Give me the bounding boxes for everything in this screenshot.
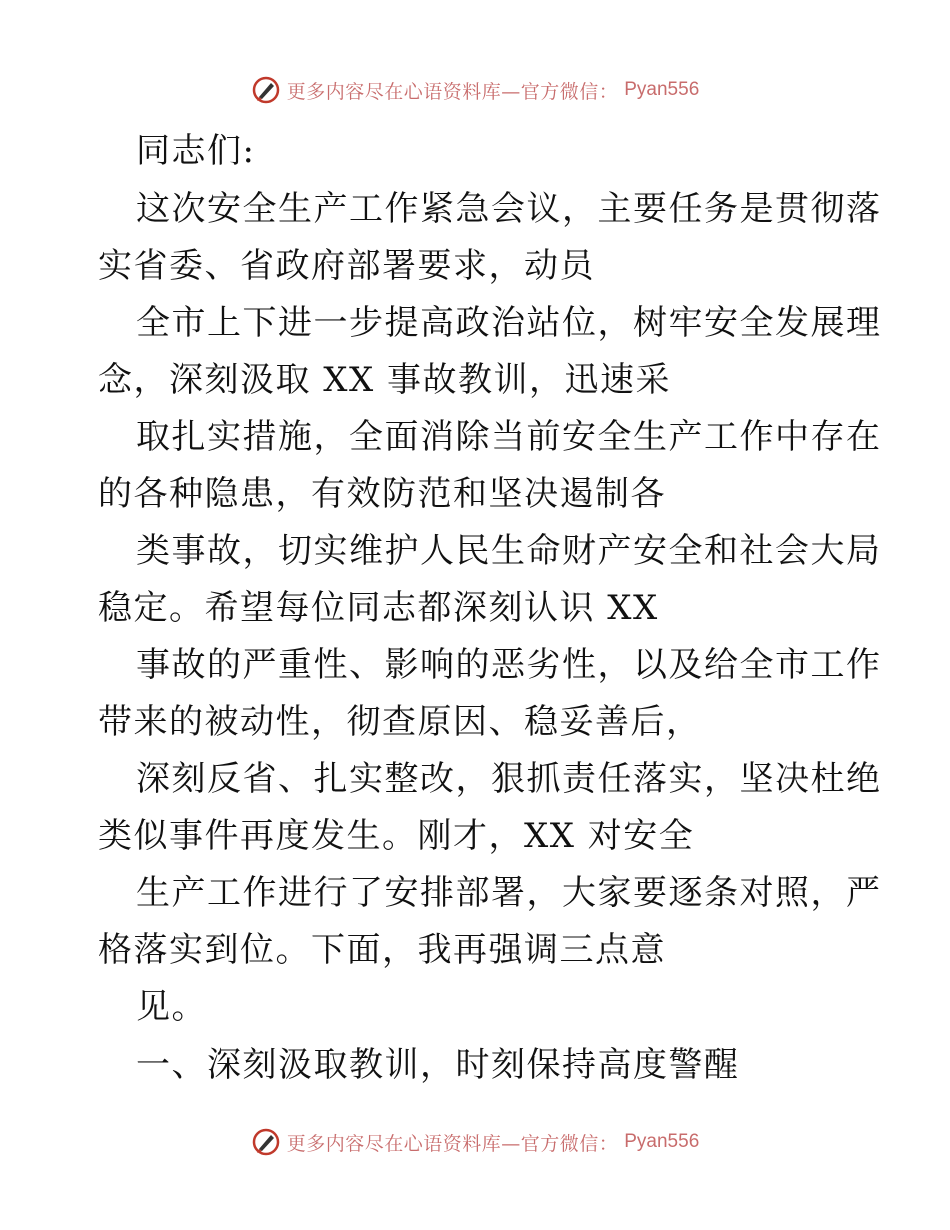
text-line: 生产工作进行了安排部署，大家要逐条对照，严 [136,873,882,913]
text-line: 这次安全生产工作紧急会议，主要任务是贯彻落 [136,189,882,229]
text-line: 的各种隐患，有效防范和坚决遏制各 [98,474,666,514]
text-line: 事故的严重性、影响的恶劣性，以及给全市工作 [136,645,882,685]
watermark-wechat-id: Pyan556 [624,1131,700,1152]
text-line: 类事故，切实维护人民生命财产安全和社会大局 [136,531,882,571]
watermark-wechat-id: Pyan556 [624,79,700,100]
header-watermark [0,70,950,110]
text-line: 见。 [136,987,207,1027]
text-line: 念，深刻汲取 XX 事故教训，迅速采 [98,360,672,400]
text-line: 深刻反省、扎实整改，狠抓责任落实，坚决杜绝 [136,759,882,799]
text-line: 取扎实措施，全面消除当前安全生产工作中存在 [136,417,882,457]
text-line: 类似事件再度发生。刚才，XX 对安全 [98,816,695,856]
text-line: 带来的被动性，彻查原因、稳妥善后， [98,702,702,742]
pen-logo-icon [251,75,281,105]
pen-logo-icon [251,1127,281,1157]
section-heading: 一、深刻汲取教训，时刻保持高度警醒 [136,1045,740,1085]
text-line: 全市上下进一步提高政治站位，树牢安全发展理 [136,303,882,343]
watermark-text: 更多内容尽在心语资料库—官方微信： [286,1132,619,1155]
watermark-text: 更多内容尽在心语资料库—官方微信： [286,80,619,103]
text-line: 稳定。希望每位同志都深刻认识 XX [98,588,659,628]
text-line: 格落实到位。下面，我再强调三点意 [98,930,666,970]
footer-watermark [0,1122,950,1162]
document-body [98,122,882,1094]
text-line: 实省委、省政府部署要求，动员 [98,246,595,286]
text-line-salutation: 同志们: [136,131,256,171]
